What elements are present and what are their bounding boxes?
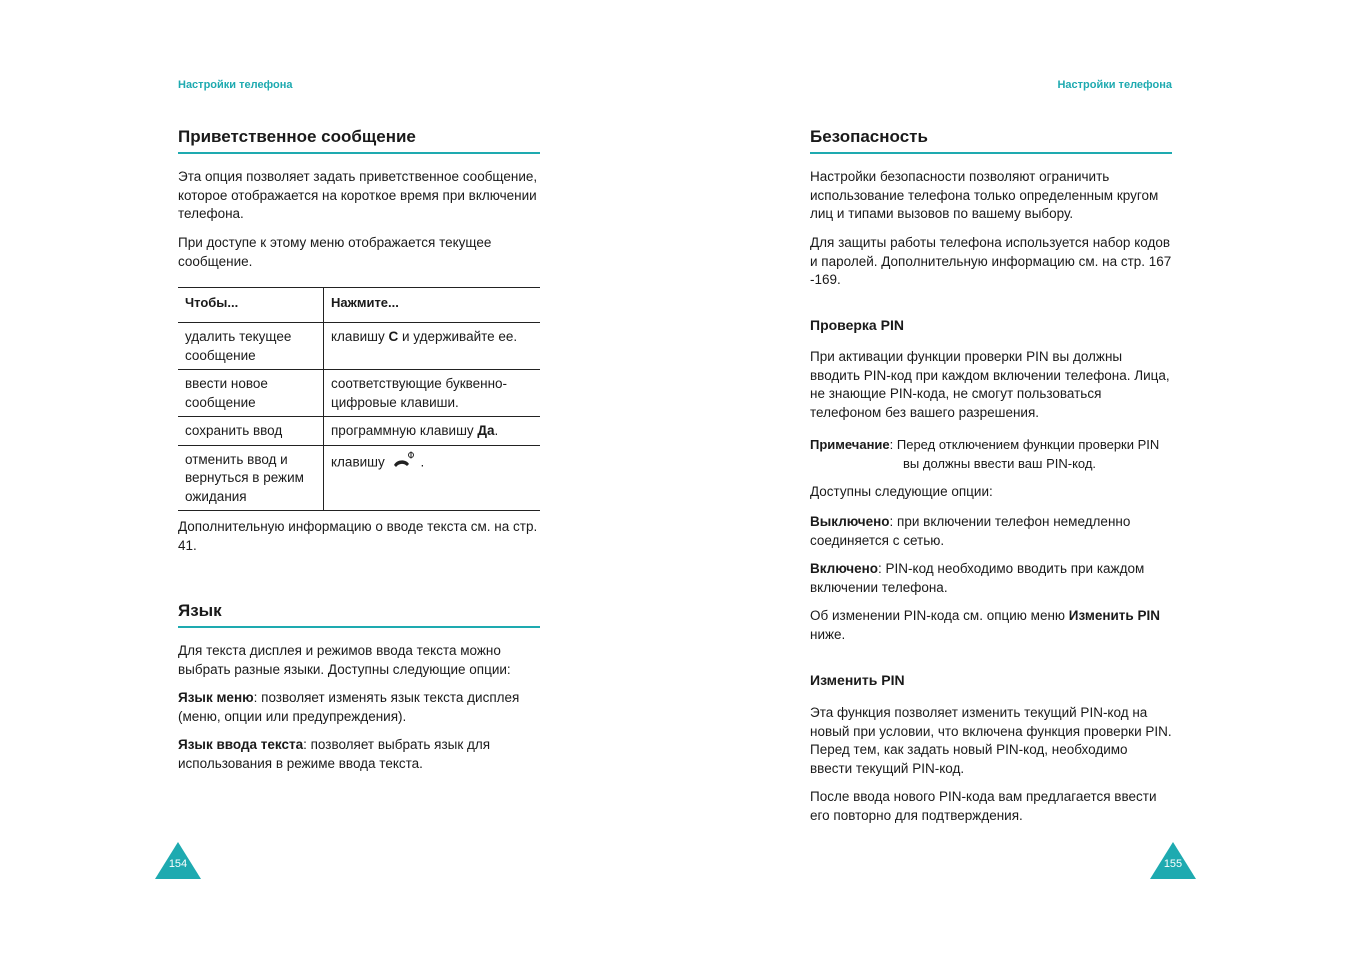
table-cell-press: программную клавишу Да. — [324, 417, 541, 446]
table-row — [178, 445, 540, 511]
security-codes: Для защиты работы телефона используется набор кодов и паролей. Дополнительную информацию см. на стр. 167 -169. — [810, 235, 1172, 287]
table-cell-press: клавишу . — [324, 445, 541, 511]
change-pin-intro: Эта функция позволяет изменить текущий PIN-код на новый при условии, что включена функция проверки PIN. Перед тем, как задать новый PIN-код, необходимо ввести текущий PIN-код. — [810, 705, 1172, 776]
table-cell-press: клавишу C и удерживайте ее. — [324, 323, 541, 370]
table-cell-what: сохранить ввод — [178, 417, 324, 446]
table-row — [178, 417, 540, 446]
table-header-what: Чтобы... — [178, 288, 324, 323]
security-intro: Настройки безопасности позволяют ограничить использование телефона только определенным кругом лиц и типами вызовов по вашему выбору. — [810, 169, 1159, 221]
pin-option-on: Включено: PIN-код необходимо вводить при каждом включении телефона. — [810, 561, 1145, 595]
table-cell-what: ввести новое сообщение — [178, 370, 324, 417]
greeting-options-table — [178, 287, 540, 511]
table-cell-press: соответствующие буквенно-цифровые клавиши. — [324, 370, 541, 417]
greeting-intro: Эта опция позволяет задать приветственное сообщение, которое отображается на короткое время при включении телефона. — [178, 169, 538, 221]
running-head-left: Настройки телефона — [178, 79, 293, 91]
language-title: Язык — [178, 601, 540, 628]
language-intro: Для текста дисплея и режимов ввода текста можно выбрать разные языки. Доступны следующие опции: — [178, 643, 511, 677]
language-option-menu: Язык меню: позволяет изменять язык текста дисплея (меню, опции или предупреждения). — [178, 690, 520, 724]
table-header-row — [178, 288, 540, 323]
greeting-title: Приветственное сообщение — [178, 127, 540, 154]
pin-check-title: Проверка PIN — [810, 317, 904, 333]
pin-check-note: Примечание: Перед отключением функции проверки PIN вы должны ввести ваш PIN-код. — [810, 437, 1160, 471]
change-pin-confirm: После ввода нового PIN-кода вам предлагается ввести его повторно для подтверждения. — [810, 789, 1157, 823]
running-head-right: Настройки телефона — [1057, 79, 1172, 91]
pin-check-intro: При активации функции проверки PIN вы должны вводить PIN-код при каждом включении телефона. Лица, не знающие PIN-кода, не смогут пользоваться телефоном без вашего разрешения. — [810, 349, 1170, 420]
table-row — [178, 370, 540, 417]
greeting-more-info: Дополнительную информацию о вводе текста см. на стр. 41. — [178, 519, 538, 553]
security-title: Безопасность — [810, 127, 1172, 154]
change-pin-title: Изменить PIN — [810, 672, 905, 688]
end-call-icon — [391, 451, 417, 475]
table-header-press: Нажмите... — [324, 288, 541, 323]
page-number-left: 154 — [155, 842, 201, 879]
table-cell-what: удалить текущее сообщение — [178, 323, 324, 370]
language-option-input: Язык ввода текста: позволяет выбрать язык для использования в режиме ввода текста. — [178, 737, 491, 771]
pin-option-off: Выключено: при включении телефон немедленно соединяется с сетью. — [810, 514, 1131, 548]
pin-options-label: Доступны следующие опции: — [810, 484, 993, 499]
greeting-current: При доступе к этому меню отображается текущее сообщение. — [178, 235, 492, 269]
page-number-right: 155 — [1150, 842, 1196, 879]
pin-change-ref: Об изменении PIN-кода см. опцию меню Изменить PIN ниже. — [810, 608, 1160, 642]
table-cell-what: отменить ввод и вернуться в режим ожидания — [178, 445, 324, 511]
table-row — [178, 323, 540, 370]
